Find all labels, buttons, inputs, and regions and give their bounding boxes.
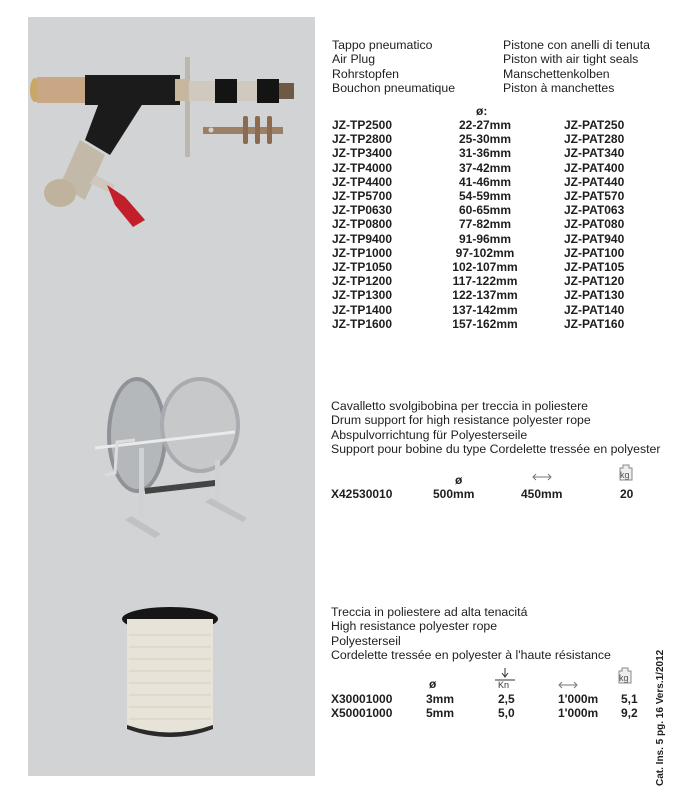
title-fr: Piston à manchettes — [503, 80, 615, 95]
table-row — [332, 303, 652, 317]
diameter-range: 117-122mm — [452, 274, 518, 289]
title-de: Rohrstopfen — [332, 66, 399, 81]
plug-code: JZ-TP5700 — [332, 189, 393, 203]
title-fr: Cordelette tressée en polyester à l'haute résistance — [331, 647, 611, 662]
piston-code: JZ-PAT100 — [564, 245, 625, 260]
piston-title — [503, 38, 650, 95]
table-row — [331, 692, 651, 706]
plug-code: JZ-TP3400 — [332, 146, 393, 161]
piston-code: JZ-PAT063 — [564, 203, 625, 218]
kg-label: kg — [619, 673, 629, 683]
air-plug-title — [332, 38, 455, 95]
diameter-range: 22-27mm — [458, 118, 512, 132]
diameter-range: 137-142mm — [452, 302, 518, 317]
plug-code: JZ-TP0630 — [332, 203, 393, 218]
drum-code: X42530010 — [331, 487, 393, 501]
diameter-range: 91-96mm — [458, 231, 512, 246]
kg-label: kg — [620, 470, 630, 480]
rope-length: 1'000m — [558, 706, 599, 720]
table-row — [332, 274, 652, 288]
load-kn-icon — [494, 667, 516, 691]
table-row — [331, 706, 651, 720]
rope-load: 5,0 — [498, 706, 515, 720]
air-plug-image — [25, 45, 305, 245]
diameter-range: 37-42mm — [458, 160, 512, 175]
title-de: Polyesterseil — [331, 633, 401, 648]
table-row — [332, 288, 652, 302]
diameter-header: ø — [429, 677, 437, 691]
plug-code: JZ-TP2500 — [332, 118, 393, 132]
air-plug-table — [332, 118, 652, 338]
table-row — [332, 189, 652, 203]
diameter-range: 25-30mm — [458, 132, 512, 147]
diameter-range: 54-59mm — [458, 189, 512, 203]
title-en: Air Plug — [332, 52, 376, 67]
drum-support-title — [331, 399, 661, 456]
piston-code: JZ-PAT440 — [564, 174, 625, 189]
title-it: Pistone con anelli di tenuta — [503, 38, 650, 52]
piston-code: JZ-PAT340 — [564, 146, 625, 161]
rope-load: 2,5 — [498, 692, 515, 706]
table-row — [332, 161, 652, 175]
diameter-range: 157-162mm — [452, 316, 518, 331]
piston-code: JZ-PAT160 — [564, 316, 625, 331]
table-row — [332, 118, 652, 132]
plug-code: JZ-TP4000 — [332, 160, 393, 175]
title-de: Manschettenkolben — [503, 66, 610, 81]
diameter-header: ø: — [476, 104, 488, 118]
diameter-range: 60-65mm — [458, 203, 512, 218]
plug-code: JZ-TP2800 — [332, 132, 393, 147]
rope-length: 1'000m — [558, 692, 599, 706]
table-row — [332, 317, 652, 331]
title-it: Treccia in poliestere ad alta tenacitá — [331, 605, 528, 619]
piston-code: JZ-PAT400 — [564, 160, 625, 175]
plug-code: JZ-TP1600 — [332, 316, 393, 331]
plug-code: JZ-TP4400 — [332, 174, 393, 189]
rope-spool-image — [115, 605, 225, 740]
plug-code: JZ-TP1400 — [332, 302, 393, 317]
rope-diameter: 3mm — [426, 692, 455, 706]
drum-weight: 20 — [620, 487, 634, 501]
rope-diameter: 5mm — [426, 706, 455, 720]
diameter-range: 31-36mm — [458, 146, 512, 161]
rope-code: X50001000 — [331, 706, 393, 720]
diameter-header: ø — [455, 473, 463, 487]
table-row — [332, 203, 652, 217]
title-it: Tappo pneumatico — [332, 38, 433, 52]
diameter-range: 97-102mm — [455, 245, 515, 260]
diameter-range: 77-82mm — [458, 217, 512, 232]
piston-code: JZ-PAT080 — [564, 217, 625, 232]
diameter-range: 102-107mm — [452, 260, 518, 274]
piston-code: JZ-PAT570 — [564, 189, 625, 203]
rope-weight: 9,2 — [621, 706, 638, 720]
length-arrows-icon — [557, 680, 579, 690]
plug-code: JZ-TP1300 — [332, 288, 393, 303]
plug-code: JZ-TP9400 — [332, 231, 393, 246]
piston-code: JZ-PAT940 — [564, 231, 625, 246]
title-de: Abspulvorrichtung für Polyesterseile — [331, 427, 528, 442]
plug-code: JZ-TP1200 — [332, 274, 393, 289]
table-row — [332, 132, 652, 146]
rope-code: X30001000 — [331, 692, 393, 706]
table-row — [332, 260, 652, 274]
piston-code: JZ-PAT105 — [564, 260, 625, 274]
title-fr: Bouchon pneumatique — [332, 80, 456, 95]
width-arrows-icon — [531, 472, 553, 482]
table-row — [332, 217, 652, 231]
title-en: High resistance polyester rope — [331, 619, 498, 634]
title-fr: Support pour bobine du type Cordelette tressée en polyester — [331, 441, 661, 456]
title-en: Drum support for high resistance polyester rope — [331, 413, 591, 428]
kg-weight-icon — [617, 667, 633, 684]
rope-title — [331, 605, 611, 662]
table-row — [332, 146, 652, 160]
drum-width: 450mm — [521, 487, 563, 501]
table-row — [332, 175, 652, 189]
title-it: Cavalletto svolgibobina per treccia in poliestere — [331, 399, 589, 413]
catalog-footer: Cat. Ins. 5 pg. 16 Vers.1/2012 — [655, 649, 666, 786]
piston-code: JZ-PAT280 — [564, 132, 625, 147]
rope-table — [331, 692, 651, 722]
plug-code: JZ-TP1000 — [332, 245, 393, 260]
piston-code: JZ-PAT250 — [564, 118, 625, 132]
kn-label: Kn — [498, 680, 510, 690]
piston-code: JZ-PAT120 — [564, 274, 625, 289]
drum-diameter: 500mm — [433, 487, 475, 501]
table-row — [332, 246, 652, 260]
rope-weight: 5,1 — [621, 692, 638, 706]
table-row — [332, 232, 652, 246]
plug-code: JZ-TP1050 — [332, 260, 393, 274]
drum-support-image — [95, 370, 255, 540]
plug-code: JZ-TP0800 — [332, 217, 393, 232]
title-en: Piston with air tight seals — [503, 52, 639, 67]
piston-code: JZ-PAT130 — [564, 288, 625, 303]
diameter-range: 41-46mm — [458, 174, 512, 189]
diameter-range: 122-137mm — [452, 288, 518, 303]
piston-code: JZ-PAT140 — [564, 302, 625, 317]
kg-weight-icon — [618, 464, 634, 481]
